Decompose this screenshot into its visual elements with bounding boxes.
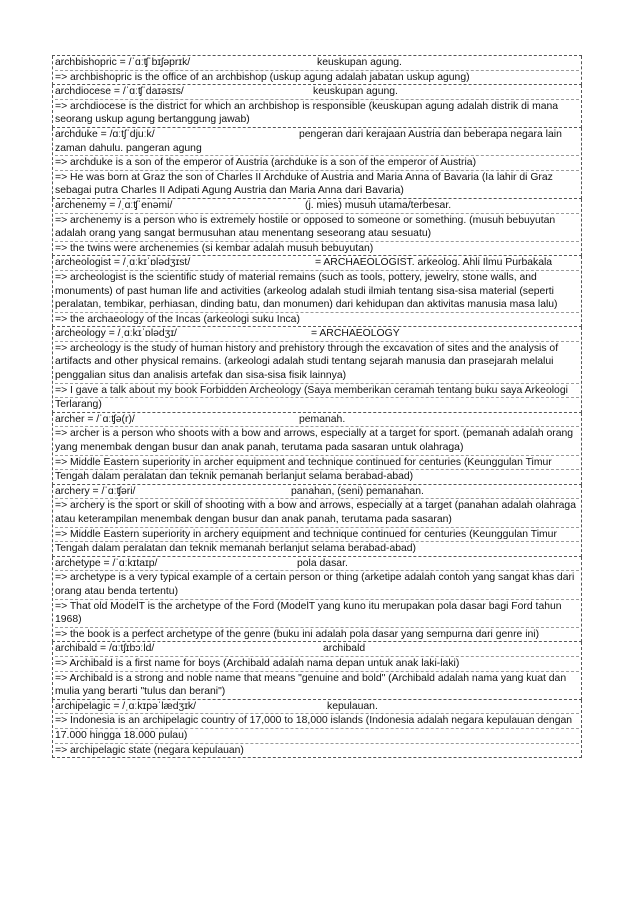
translation: pola dasar. (297, 557, 348, 569)
headword: archbishopric = /ˈɑːʧˈbɪʃəprɪk/ (55, 57, 191, 68)
entry-header (55, 327, 579, 342)
example-line: => the book is a perfect archetype of the genre (buku ini adalah pola dasar yang sempurna dari genre ini) (55, 628, 540, 640)
dictionary-entry-archetype (52, 557, 582, 643)
dictionary-entry-archeologist (52, 256, 582, 327)
entry-header (55, 485, 579, 500)
translation: = ARCHAEOLOGIST. arkeolog. Ahli Ilmu Purbakala (315, 257, 553, 269)
headword: archduke = /ɑːtʃˈdjuːk/ (55, 128, 155, 140)
headword: archipelagic = /ˌɑːkɪpəˈlædʒɪk/ (55, 700, 196, 712)
translation: pemanah. (299, 413, 346, 425)
headword: archeology = /ˌɑːkɪˈɒlədʒɪ/ (55, 328, 177, 340)
dictionary-entry-archenemy (52, 199, 582, 256)
entry-header (55, 85, 579, 100)
dictionary-entry-archipelagic (52, 700, 582, 758)
example-line: => archduke is a son of the emperor of Austria (archduke is a son of the emperor of Austria) (55, 156, 579, 171)
entry-header (55, 256, 579, 271)
translation: kepulauan. (327, 700, 378, 712)
dictionary-document (52, 55, 582, 758)
headword: archery = /ˈɑːʧəri/ (55, 485, 136, 497)
example-line: => archery is the sport or skill of shooting with a bow and arrows, especially at a target (panahan adalah olahraga atau keterampilan menembak dengan busur dan anak panah, terutama pada sasaran) (55, 499, 579, 527)
example-line: => the archaeology of the Incas (arkeologi suku Inca) (55, 313, 300, 325)
translation: archibald (323, 643, 366, 655)
dictionary-entry-archeology (52, 327, 582, 413)
entry-header (55, 56, 579, 71)
dictionary-entry-archer (52, 413, 582, 485)
example-line: 17.000 hingga 18.000 pulau) (55, 729, 579, 744)
entry-header (55, 642, 579, 657)
translation: panahan, (seni) pemanahan. (291, 485, 424, 497)
example-line: => archbishopric is the office of an archbishop (uskup agung adalah jabatan uskup agung) (55, 71, 470, 83)
headword: archeologist = /ˌɑːkɪˈɒlədʒɪst/ (55, 257, 191, 269)
translation: (j. mies) musuh utama/terbesar. (305, 199, 452, 211)
translation: keuskupan agung. (317, 57, 402, 68)
example-line: => archenemy is a person who is extremely hostile or opposed to someone or something. (musuh bebuyutan adalah orang yang sangat bermusuhan atau menentang seseorang atau sesuatu) (55, 214, 579, 242)
entry-header (55, 128, 579, 156)
entry-header (55, 413, 579, 428)
example-line: => Archibald is a first name for boys (Archibald adalah nama depan untuk anak laki-laki) (55, 657, 579, 672)
example-line: => the twins were archenemies (si kembar adalah musuh bebuyutan) (55, 242, 374, 254)
dictionary-entry-archduke (52, 128, 582, 199)
example-line: => archeologist is the scientific study of material remains (such as tools, pottery, jewelry, stone walls, and monuments) of past human life and activities (arkeolog adalah studi ilmiah tentang sisa-sisa material (seperti peralatan, tembikar, perhiasan, dinding batu, dan monumen) dari kehidupan dan aktivitas manusia masa lalu) (55, 271, 579, 313)
example-line: => archetype is a very typical example of a certain person or thing (arketipe adalah contoh yang sangat khas dari orang atau benda tertentu) (55, 571, 579, 599)
headword: archetype = /ˈɑːkɪtaɪp/ (55, 557, 158, 569)
dictionary-entry-archbishopric (52, 56, 582, 85)
dictionary-entry-archibald (52, 642, 582, 699)
dictionary-entry-archery (52, 485, 582, 557)
example-line: => I gave a talk about my book Forbidden Archeology (Saya memberikan ceramah tentang buku saya Arkeologi (55, 384, 579, 399)
headword: archer = /ˈɑːʧə(r)/ (55, 413, 135, 425)
example-line: Terlarang) (55, 399, 102, 411)
example-line: => He was born at Graz the son of Charles II Archduke of Austria and Maria Anna of Bavaria (Ia lahir di Graz sebagai putra Charles II Adipati Agung Austria dan Maria Anna dari Bavaria) (55, 171, 553, 197)
example-line: => That old ModelT is the archetype of the Ford (ModelT yang kuno itu merupakan pola dasar bagi Ford tahun 1968) (55, 600, 579, 628)
example-line: => Middle Eastern superiority in archer equipment and technique continued for centuries (Keunggulan Timur (55, 456, 579, 471)
headword: archdiocese = /ˈɑːʧˈdaɪəsɪs/ (55, 86, 184, 98)
example-line: => archeology is the study of human history and prehistory through the excavation of sites and the analysis of artifacts and other physical remains. (arkeologi adalah studi tentang sejarah manusia dan prasejarah melalui penggalian situs dan analisis artefak dan sisa-sisa fisik lainnya) (55, 342, 579, 384)
headword: archibald = /ɑːtʃɪbɔːld/ (55, 643, 155, 655)
translation: pengeran dari kerajaan Austria dan beberapa negara lain zaman dahulu. pangeran agung (55, 128, 562, 154)
example-line: => Middle Eastern superiority in archery equipment and technique continued for centuries (Keunggulan Timur (55, 528, 579, 543)
entry-header (55, 199, 579, 214)
example-line: => Archibald is a strong and noble name that means "genuine and bold" (Archibald adalah nama yang kuat dan mulia yang berarti "tulus dan berani") (55, 672, 567, 698)
example-line: Tengah dalam peralatan dan teknik memanah berlanjut selama berabad-abad) (55, 543, 417, 555)
translation: = ARCHAEOLOGY (311, 328, 400, 340)
example-line: => archipelagic state (negara kepulauan) (55, 744, 244, 756)
example-line: Tengah dalam peralatan dan teknik pemanah berlanjut selama berabad-abad) (55, 471, 414, 483)
entry-header (55, 700, 579, 715)
example-line: => Indonesia is an archipelagic country of 17,000 to 18,000 islands (Indonesia adalah negara kepulauan dengan (55, 714, 579, 729)
headword: archenemy = /ˌɑːʧˈenəmi/ (55, 199, 173, 211)
example-line: => archer is a person who shoots with a bow and arrows, especially at a target for sport. (pemanah adalah orang yang menembak dengan busur dan anak panah, terutama pada sasaran untuk olahraga) (55, 427, 579, 455)
example-line: => archdiocese is the district for which an archbishop is responsible (keuskupan agung adalah distrik di mana seorang uskup agung bertanggung jawab) (55, 100, 559, 126)
entry-header (55, 557, 579, 572)
dictionary-entry-archdiocese (52, 85, 582, 128)
translation: keuskupan agung. (313, 86, 398, 98)
